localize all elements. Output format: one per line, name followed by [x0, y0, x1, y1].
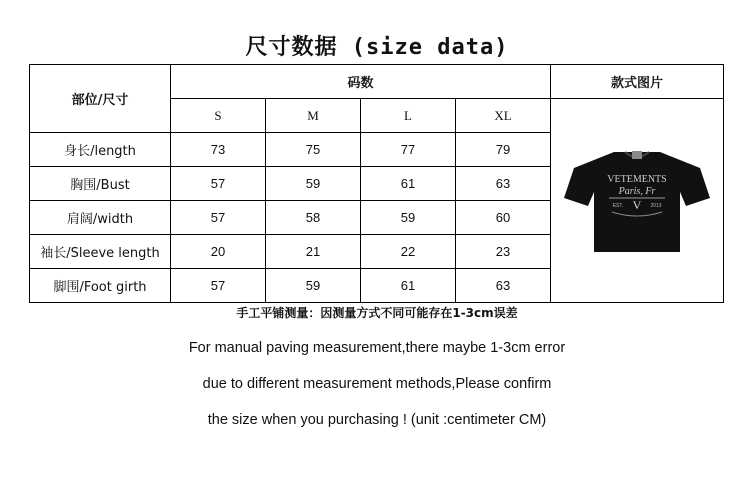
print-city: Paris, Fr [618, 185, 656, 197]
product-image-cell [551, 99, 724, 303]
cell-value: 57 [171, 269, 266, 303]
cell-value: 57 [171, 201, 266, 235]
print-est: EST. [612, 202, 624, 209]
row-label: 胸围/Bust [30, 167, 171, 201]
measurement-note-line3: the size when you purchasing ! (unit :centimeter CM) [207, 412, 547, 428]
cell-value: 75 [266, 133, 361, 167]
cell-value: 59 [266, 167, 361, 201]
size-m: M [266, 99, 361, 133]
cell-value: 61 [361, 269, 456, 303]
cell-value: 61 [361, 167, 456, 201]
cell-value: 77 [361, 133, 456, 167]
cell-value: 20 [171, 235, 266, 269]
cell-value: 59 [266, 269, 361, 303]
style-header: 款式图片 [551, 65, 724, 99]
cell-value: 79 [456, 133, 551, 167]
cell-value: 58 [266, 201, 361, 235]
cell-value: 73 [171, 133, 266, 167]
cell-value: 22 [361, 235, 456, 269]
row-label: 脚围/Foot girth [30, 269, 171, 303]
measurement-note-line2: due to different measurement methods,Please confirm [202, 376, 552, 392]
print-monogram: V [632, 197, 642, 212]
corner-label: 部位/尺寸 [30, 65, 171, 133]
cell-value: 23 [456, 235, 551, 269]
size-header: 码数 [171, 65, 551, 99]
cell-value: 59 [361, 201, 456, 235]
print-year: 2013 [650, 202, 662, 209]
row-label: 身长/length [30, 133, 171, 167]
page-title: 尺寸数据 (size data) [245, 35, 509, 60]
size-table [29, 64, 724, 303]
size-s: S [171, 99, 266, 133]
row-label: 肩阔/width [30, 201, 171, 235]
black-tshirt-icon [562, 146, 712, 256]
cell-value: 21 [266, 235, 361, 269]
cell-value: 57 [171, 167, 266, 201]
measurement-note-line1: For manual paving measurement,there maybe 1-3cm error [188, 340, 566, 356]
cell-value: 63 [456, 269, 551, 303]
print-brand: VETEMENTS [607, 173, 667, 185]
cell-value: 60 [456, 201, 551, 235]
cell-value: 63 [456, 167, 551, 201]
measurement-note-cn: 手工平铺测量：因测量方式不同可能存在1-3cm误差 [236, 306, 518, 320]
size-l: L [361, 99, 456, 133]
size-xl: XL [456, 99, 551, 133]
row-label: 袖长/Sleeve length [30, 235, 171, 269]
